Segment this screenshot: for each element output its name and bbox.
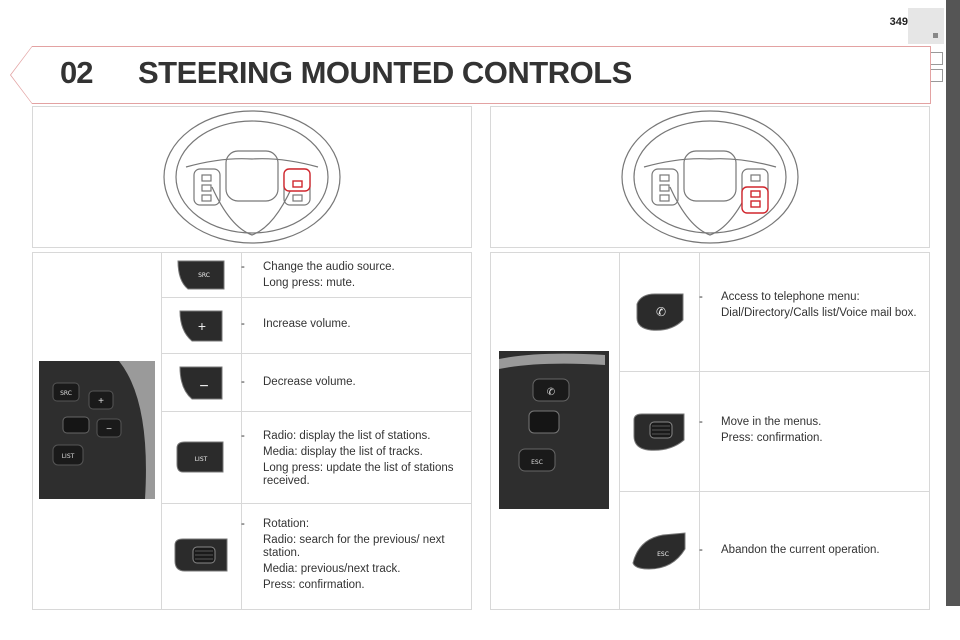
- volume-down-button-icon: [161, 354, 242, 412]
- side-box: [930, 52, 943, 65]
- list-radio-description: Radio: display the list of stations.: [263, 430, 431, 442]
- list-button-label: LIST: [61, 453, 75, 460]
- corner-tab: [908, 8, 944, 44]
- esc-description: Abandon the current operation.: [721, 544, 880, 556]
- page-number: 349: [889, 16, 908, 28]
- svg-text:−: −: [199, 378, 209, 395]
- svg-text:ESC: ESC: [657, 551, 669, 558]
- src-description: Change the audio source.: [263, 261, 395, 273]
- svg-text:✆: ✆: [546, 387, 556, 398]
- telephone-button-icon: [619, 253, 700, 371]
- side-strip: [946, 0, 960, 606]
- volume-down-description: Decrease volume.: [263, 376, 356, 388]
- page-title: STEERING MOUNTED CONTROLS: [138, 55, 632, 90]
- left-controls-photo: [33, 253, 162, 609]
- table-row: - Rotation: Radio: search for the previous/ next station. Media: previous/next track. Press: confirmation.: [161, 503, 471, 610]
- svg-text:+: +: [197, 318, 207, 334]
- svg-text:−: −: [106, 424, 112, 435]
- svg-text:+: +: [98, 396, 104, 407]
- menu-move-description: Move in the menus.: [721, 416, 822, 428]
- table-row: SRC - Change the audio source. Long press: mute.: [161, 253, 471, 297]
- list-media-description: Media: display the list of tracks.: [263, 446, 423, 458]
- svg-text:LIST: LIST: [194, 456, 208, 463]
- src-button-label: SRC: [60, 390, 72, 397]
- section-number: 02: [60, 55, 93, 90]
- table-row: LIST - Radio: display the list of stations. Media: display the list of tracks. Long press: update the list of stations received.: [161, 411, 471, 504]
- table-row: ESC - Abandon the current operation.: [619, 491, 929, 610]
- right-controls-photo: [491, 253, 620, 609]
- menu-press-confirmation: Press: confirmation.: [721, 432, 823, 444]
- src-long-press: Long press: mute.: [263, 277, 356, 289]
- right-controls-table: [490, 252, 930, 610]
- table-row: ✆ - Access to telephone menu: Dial/Directory/Calls list/Voice mail box.: [619, 253, 929, 371]
- menu-navigation-icon: [619, 372, 700, 492]
- rotation-description: Rotation:: [263, 518, 310, 530]
- volume-up-description: Increase volume.: [263, 318, 351, 330]
- esc-button-icon: [619, 492, 700, 610]
- list-button-icon: [161, 412, 242, 504]
- wheel-illustration-right: [490, 106, 930, 248]
- esc-button-label: ESC: [531, 459, 543, 466]
- list-long-press: Long press: update the list of stations received.: [263, 462, 454, 487]
- telephone-menu-options: Dial/Directory/Calls list/Voice mail box.: [721, 307, 917, 319]
- rotation-media: Media: previous/next track.: [263, 563, 401, 575]
- rotation-radio: Radio: search for the previous/ next station.: [263, 534, 445, 559]
- table-row: + - Increase volume.: [161, 297, 471, 354]
- rotation-press: Press: confirmation.: [263, 579, 365, 591]
- table-row: − - Decrease volume.: [161, 353, 471, 412]
- table-row: - Move in the menus. Press: confirmation.: [619, 371, 929, 492]
- svg-text:SRC: SRC: [198, 272, 210, 279]
- telephone-description: Access to telephone menu:: [721, 291, 860, 303]
- left-controls-table: [32, 252, 472, 610]
- svg-text:✆: ✆: [655, 305, 667, 319]
- thumbwheel-icon: [161, 504, 242, 610]
- wheel-illustration-left: [32, 106, 472, 248]
- side-box: [930, 69, 943, 82]
- volume-up-button-icon: [161, 298, 242, 354]
- src-button-icon: [161, 253, 242, 297]
